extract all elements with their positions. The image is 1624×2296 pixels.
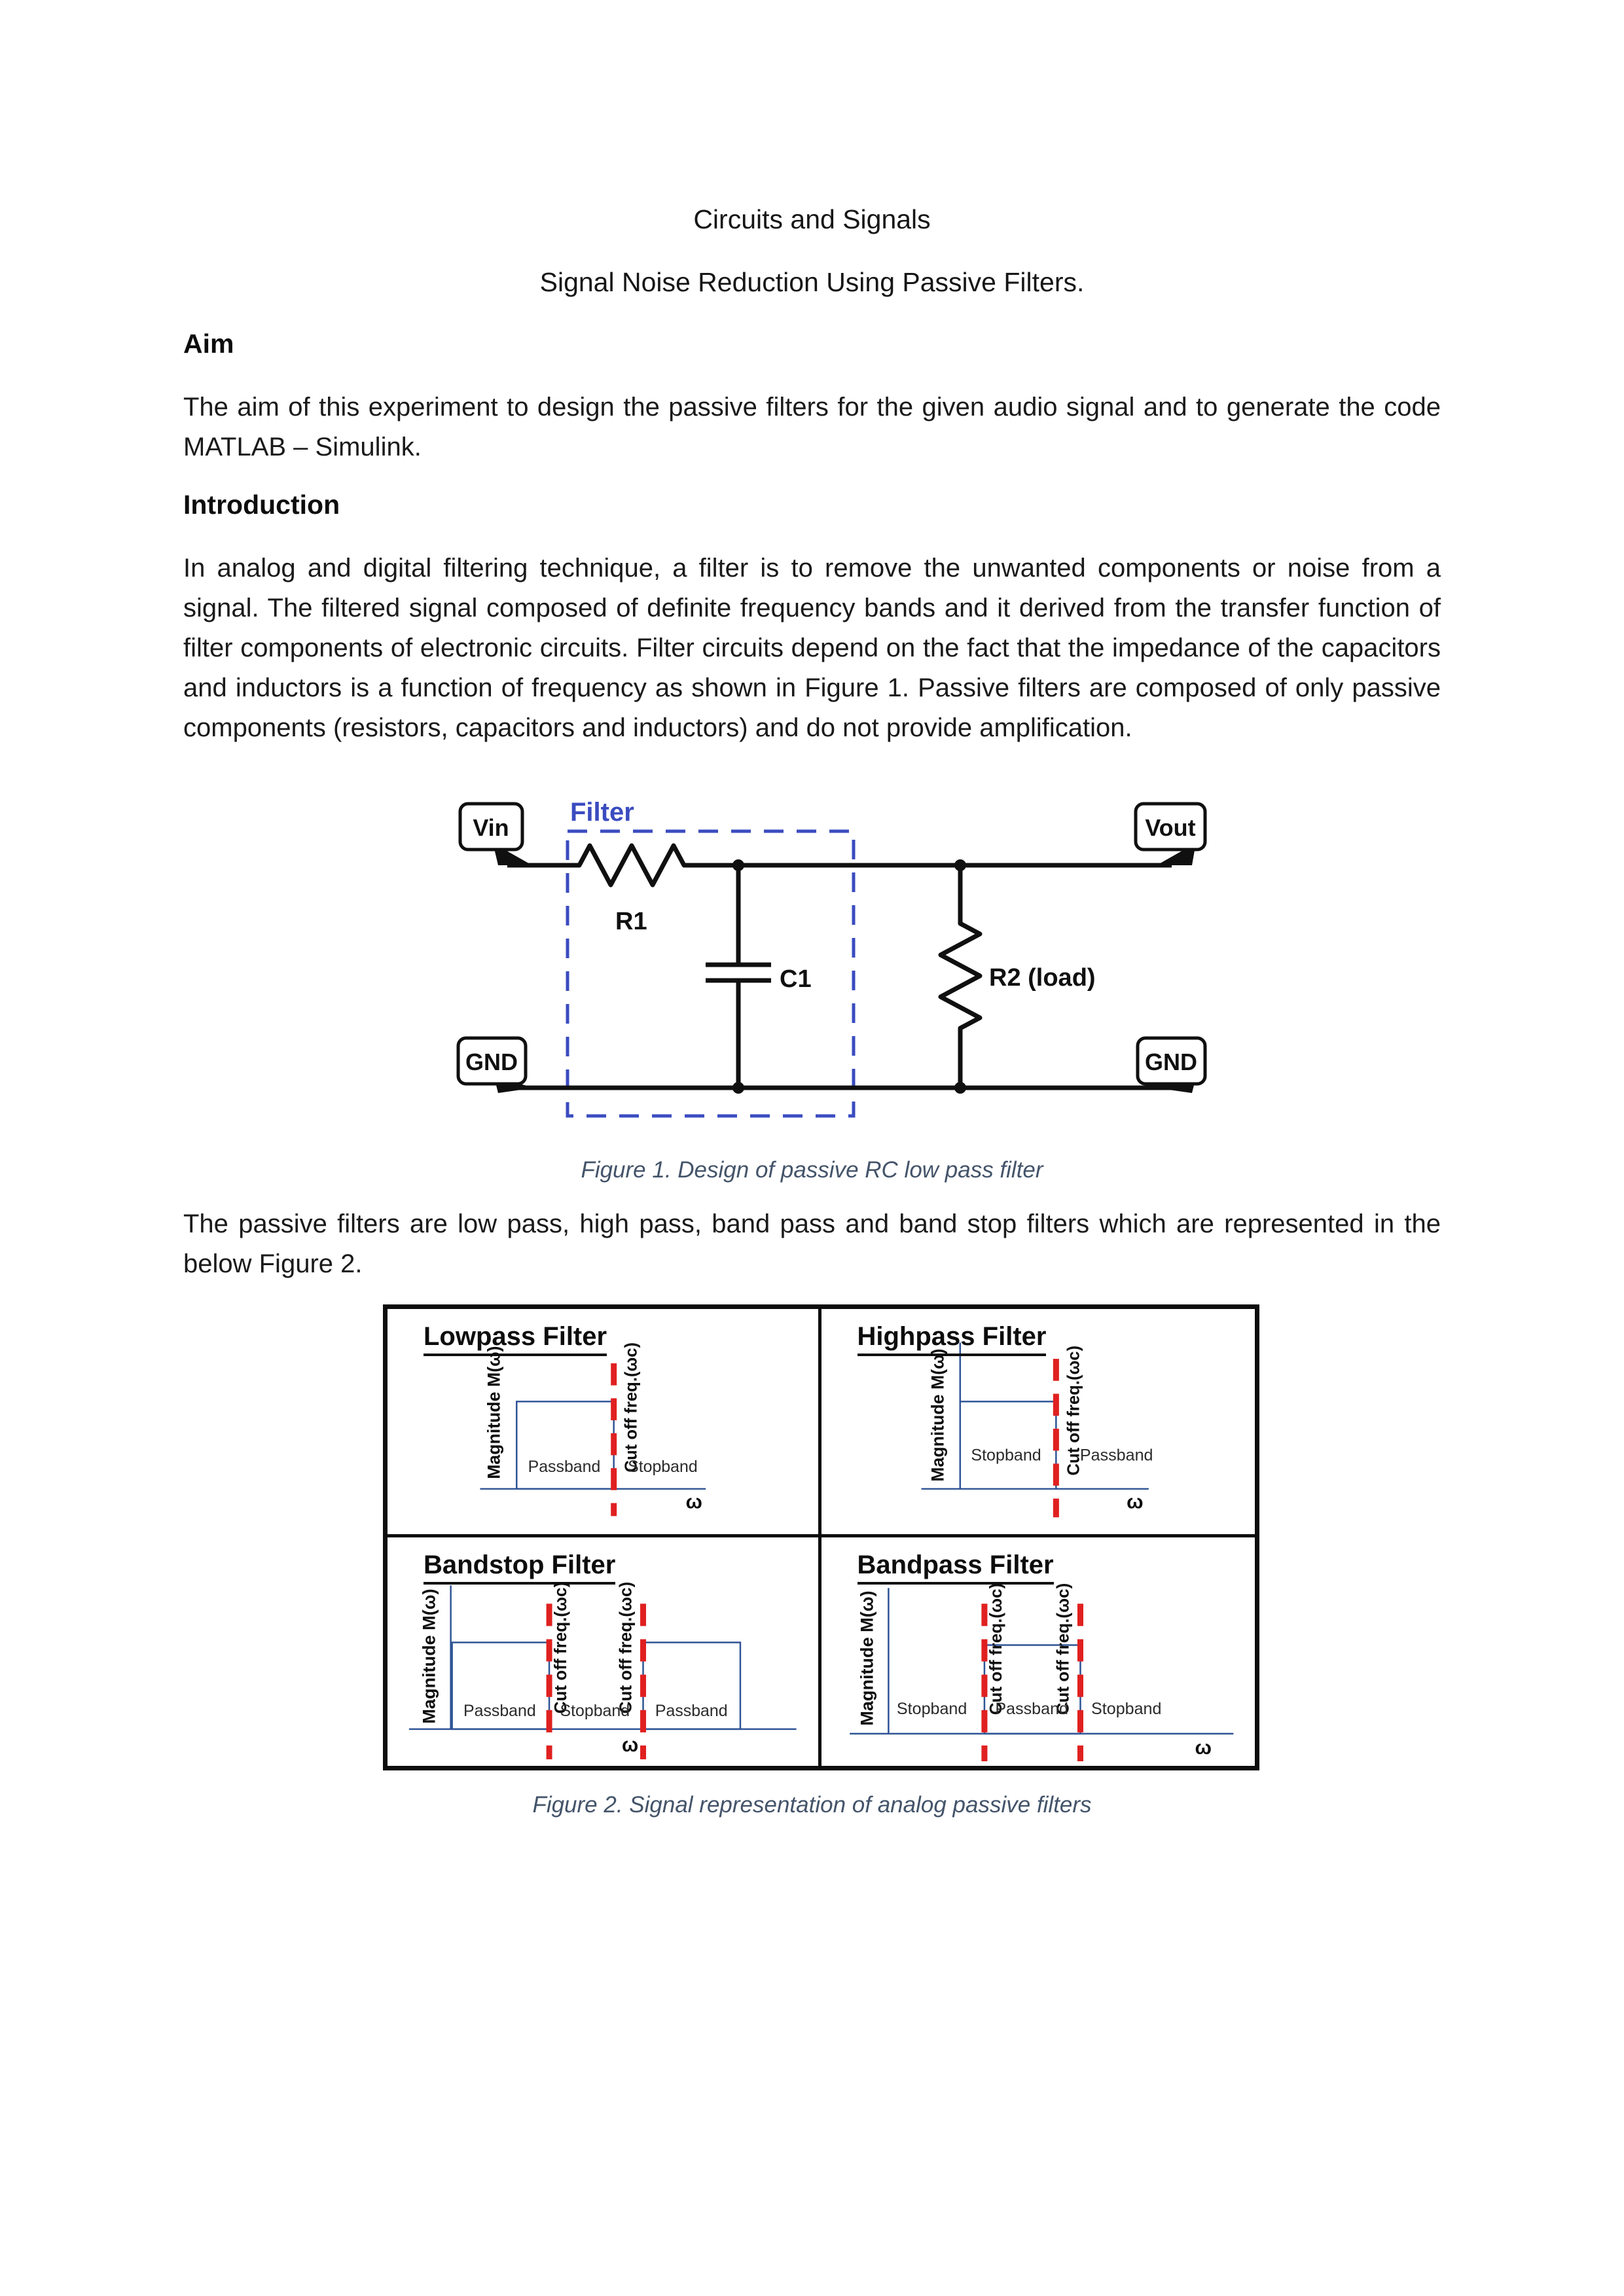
figure1-circuit-diagram [416,791,1208,1157]
page-title: Circuits and Signals [693,204,931,234]
passband-label-left: Passband [463,1701,536,1720]
x-axis-label: ω [1126,1491,1144,1513]
figure1-caption: Figure 1. Design of passive RC low pass filter [581,1157,1043,1183]
c1-label: C1 [780,965,812,993]
passband-label-right: Passband [655,1701,728,1720]
junction-dot [732,859,744,871]
gnd-right-label: GND [1145,1049,1197,1075]
cutoff-label: Cut off freq.(ωc) [1064,1345,1083,1476]
lowpass-title: Lowpass Filter [424,1322,607,1352]
stopband-label: Stopband [970,1446,1041,1465]
figure2-caption: Figure 2. Signal representation of analog passive filters [532,1792,1092,1818]
junction-dot [732,1082,744,1094]
y-axis-label: Magnitude M(ω) [928,1348,948,1482]
y-axis-label: Magnitude M(ω) [484,1346,504,1479]
lowpass-filter-cell [388,1309,821,1537]
resistor-r2 [941,865,980,1088]
cutoff-label-2: Cut off freq.(ωc) [1052,1583,1072,1715]
highpass-title: Highpass Filter [857,1322,1047,1352]
x-axis-label: ω [1194,1736,1212,1759]
capacitor-c1 [706,865,771,1088]
stopband-label-left: Stopband [896,1699,967,1718]
passband-label: Passband [994,1699,1068,1718]
page-subtitle: Signal Noise Reduction Using Passive Filters. [539,267,1085,297]
junction-dot [954,1082,966,1094]
vout-label: Vout [1145,814,1196,841]
figure2-filter-table [383,1304,1259,1770]
r1-label: R1 [615,908,647,935]
passband-label: Passband [528,1458,601,1477]
introduction-heading: Introduction [183,490,340,520]
bandpass-filter-cell [821,1537,1255,1766]
vin-label: Vin [473,814,509,841]
cutoff-label: Cut off freq.(ωc) [622,1342,641,1473]
y-axis-label: Magnitude M(ω) [419,1588,439,1724]
figure1-circuit-svg [416,791,1208,1157]
aim-paragraph: The aim of this experiment to design the passive filters for the given audio signal and to generate the code MATLAB – Simulink. [183,393,1441,461]
filter-box-label: Filter [570,798,634,827]
bandstop-filter-cell [388,1537,821,1766]
stopband-label: Stopband [628,1458,698,1477]
top-wire-with-resistor-r1 [507,846,1172,885]
x-axis-label: ω [621,1734,639,1756]
bandpass-title: Bandpass Filter [857,1551,1054,1580]
y-axis-label: Magnitude M(ω) [856,1590,876,1726]
junction-dot [954,859,966,871]
introduction-paragraph: In analog and digital filtering technique, a filter is to remove the unwanted components or noise from a signal. The filtered signal composed of definite frequency bands and it derived from the transfer function of filter components of electronic circuits. Filter circuits depend on the fact that the impedance of the capacitors and inductors is a function of frequency as shown in Figure 1. Passive filters are composed of only passive components (resistors, capacitors and inductors) and do not provide amplification. [183,554,1441,742]
cutoff-label-1: Cut off freq.(ωc) [550,1581,570,1714]
r2-label: R2 (load) [989,964,1096,992]
bandstop-title: Bandstop Filter [424,1551,615,1580]
cutoff-label-1: Cut off freq.(ωc) [985,1583,1005,1715]
stopband-label-right: Stopband [1091,1699,1161,1718]
cutoff-label-2: Cut off freq.(ωc) [615,1581,636,1714]
stopband-label: Stopband [560,1701,630,1720]
highpass-filter-cell [821,1309,1255,1537]
between-figures-paragraph: The passive filters are low pass, high pass, band pass and band stop filters which are represented in the below Figure 2. [183,1210,1441,1278]
passband-label: Passband [1079,1446,1153,1465]
gnd-left-label: GND [465,1049,518,1075]
x-axis-label: ω [685,1491,702,1513]
aim-heading: Aim [183,329,234,359]
